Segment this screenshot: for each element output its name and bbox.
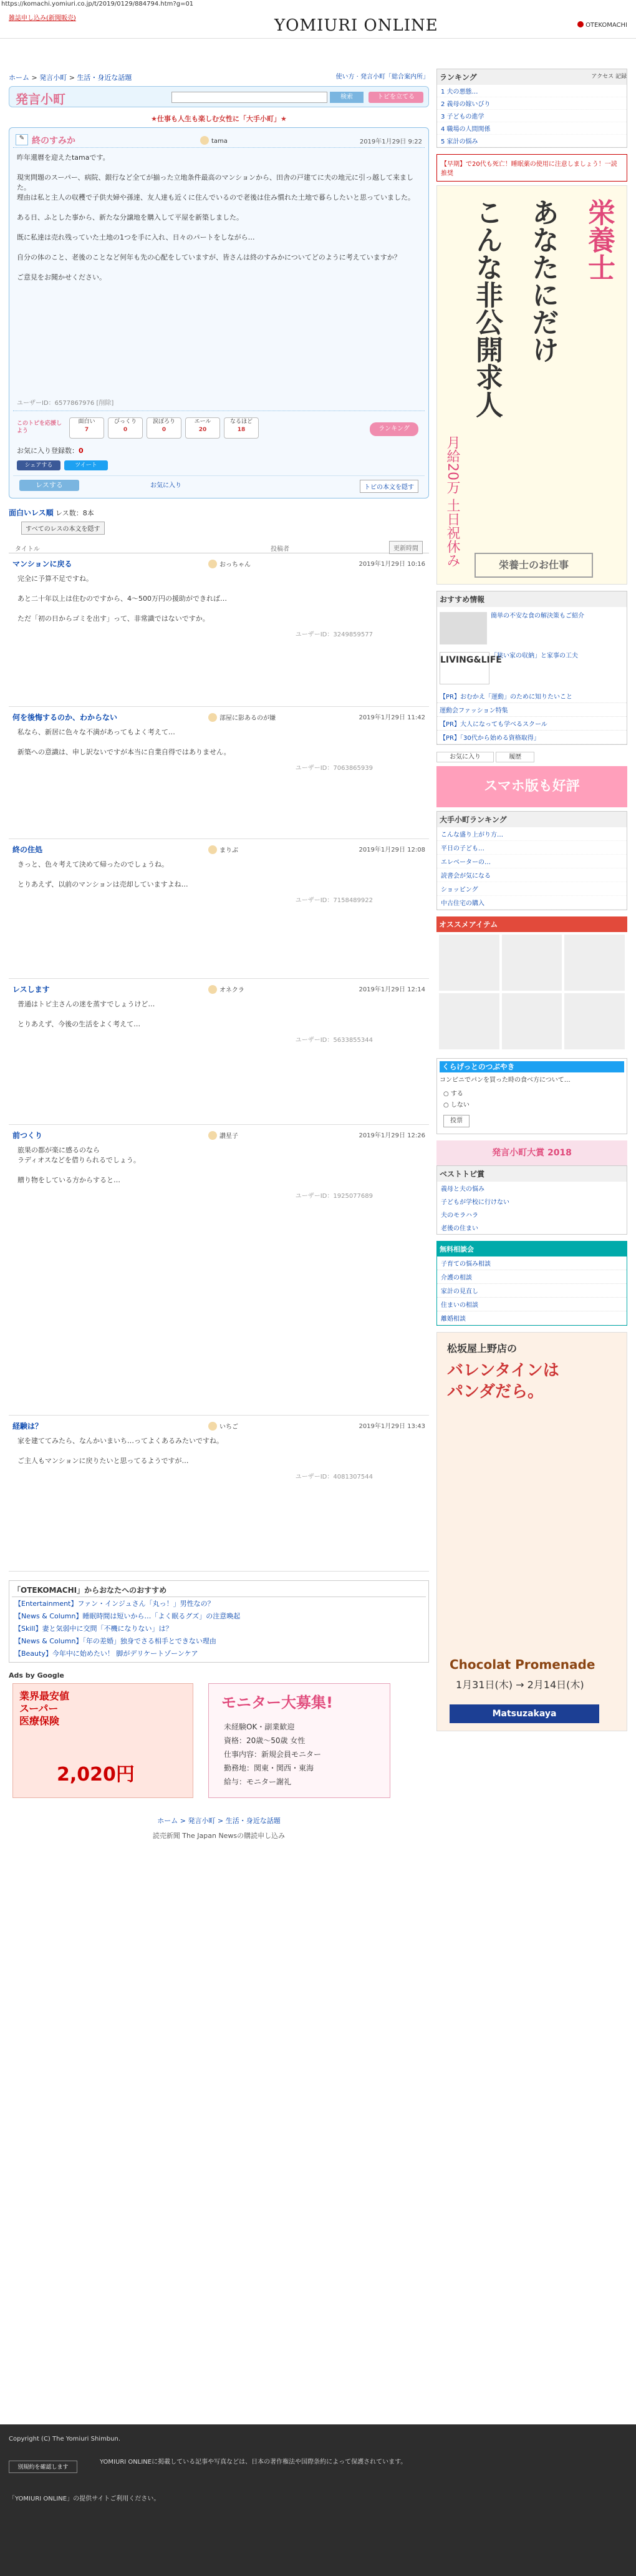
consult-item[interactable]: 介護の相談: [437, 1270, 627, 1284]
best-item[interactable]: 義母と夫の悩み: [441, 1186, 484, 1193]
recommend-item[interactable]: 【Skill】妻と気弱中に交問「不機になりない」は？: [14, 1625, 173, 1633]
response-author: いちご: [208, 1421, 320, 1431]
rank-item[interactable]: ショッピング: [437, 882, 627, 896]
response-item: [9, 1125, 429, 1416]
item-thumb[interactable]: [564, 935, 625, 991]
recommend-thumb[interactable]: [440, 612, 487, 644]
item-thumb[interactable]: [502, 935, 562, 991]
ranking-item[interactable]: 1 夫の悪態…: [437, 85, 627, 97]
search-input[interactable]: [171, 92, 327, 103]
ranking-item[interactable]: 5 家計の悩み: [437, 135, 627, 147]
action-row: [13, 475, 425, 494]
response-author: まりぶ: [208, 845, 320, 854]
bottom-breadcrumb[interactable]: ホーム > 発言小町 > 生活・身近な話題: [157, 1817, 281, 1825]
best-topic-box: ベストトピ賞 義母と夫の悩み 子どもが学校に行けない 夫のモラハラ 老後の住まい: [436, 1165, 627, 1235]
footer-bottom[interactable]: 「YOMIURI ONLINE」の提供サイトご利用ください。: [9, 2496, 160, 2502]
response-date: 2019年1月29日 13:43: [359, 1423, 425, 1430]
fav-count: お気に入り登録数：0: [17, 447, 84, 455]
fav-history-tabs: [436, 751, 627, 762]
vote-button[interactable]: なるほど 18: [224, 417, 259, 439]
monitor-ad[interactable]: モニター大募集! 未経験OK・副業歓迎 資格：20歳～50歳 女性 仕事内容：新規会員モニター 勤務地：関東・関西・東海 給与：モニター謝礼: [208, 1683, 390, 1798]
survey-option[interactable]: ○ しない: [443, 1102, 470, 1109]
topic-title: 終のすみか: [32, 136, 75, 146]
item-thumb[interactable]: [564, 993, 625, 1049]
topic-box: [9, 127, 429, 498]
response-title[interactable]: 何を後悔するのか、わからない: [12, 713, 118, 722]
column-header: タイトル 投稿者 更新時間: [9, 540, 429, 553]
rank-item[interactable]: エレベーターの…: [437, 855, 627, 868]
crumb-komachi[interactable]: 発言小町: [39, 74, 67, 82]
vote-row: [13, 411, 425, 442]
top-links[interactable]: 使い方 · 発言小町「総合案内所」: [335, 74, 429, 80]
topic-header: [13, 132, 425, 148]
response-date: 2019年1月29日 11:42: [359, 714, 425, 721]
hide-body-button[interactable]: トピの本文を隠す: [360, 480, 418, 493]
response-uid: ユーザーID：7158489922: [295, 897, 373, 904]
recommend-item[interactable]: 【Entertainment】ファン・インジュさん「丸っ！」男性なの？: [14, 1600, 214, 1608]
twitter-share-button[interactable]: ツイート: [64, 460, 108, 470]
ranking-item[interactable]: 3 子どもの進学: [437, 110, 627, 122]
item-thumb[interactable]: [439, 935, 499, 991]
facebook-share-button[interactable]: シェアする: [17, 460, 60, 470]
new-topic-button[interactable]: トピを立てる: [369, 92, 423, 103]
topic-date: 2019年1月29日 9:22: [359, 139, 422, 145]
smartphone-banner[interactable]: スマホ版も好評: [436, 766, 627, 807]
rank-item[interactable]: 読書会が気になる: [437, 868, 627, 882]
rank-item[interactable]: 平日の子ども…: [437, 841, 627, 855]
hide-all-button[interactable]: すべてのレスの本文を隠す: [21, 522, 105, 535]
response-date: 2019年1月29日 12:26: [359, 1132, 425, 1139]
best-item[interactable]: 老後の住まい: [441, 1225, 478, 1232]
vote-button[interactable]: びっくり 0: [108, 417, 143, 439]
ranking-item[interactable]: 4 職場の人間関係: [437, 122, 627, 135]
rank-item[interactable]: 中古住宅の購入: [437, 896, 627, 910]
topic-uid: ユーザーID：6577867976 [削除]: [17, 400, 114, 407]
response-item: [9, 839, 429, 979]
response-body: 完全に予算不足ですね。 あと二十年以上は住むのですから、4～500万円の援助ができれば… ただ「初の日からゴミを出す」って、非常識ではないですか。: [17, 575, 227, 623]
response-author: おっちゃん: [208, 559, 320, 568]
search-button[interactable]: 検索: [330, 92, 364, 103]
response-title[interactable]: 終の住処: [12, 845, 43, 854]
response-uid: ユーザーID：3249859577: [295, 631, 373, 638]
tag-bar[interactable]: ★仕事も人生も楽しむ女性に「大手小町」★: [151, 115, 287, 123]
response-body: 普通はトピ主さんの迷を蒸すでしょうけど… とりあえず、今後の生活をよく考えて…: [17, 1000, 155, 1028]
recommend-info: おすすめ情報 簡単の不安な食の解決策もご紹介 LIVING&LIFE 「狭い家の収納」と家事の工夫 【PR】おむかえ「運動」のために知りたいこと 運動会ファッション特集 【PR】大人になっても学べるスクール 【PR】「30代から始める資格取得」: [436, 591, 627, 745]
response-date: 2019年1月29日 12:14: [359, 986, 425, 993]
response-author: 讃星子: [208, 1130, 320, 1140]
ranking-box: [436, 69, 627, 148]
consult-box: 無料相談会 子育ての悩み相談 介護の相談 家計の見直し 住まいの相談 離婚相談: [436, 1241, 627, 1326]
item-thumb[interactable]: [502, 993, 562, 1049]
response-author: オネクラ: [208, 984, 320, 994]
osusume-title: オススメアイテム: [436, 916, 627, 932]
warn-link[interactable]: 雑誌申し込み(新聞販売): [9, 15, 76, 22]
response-uid: ユーザーID：4081307544: [295, 1474, 373, 1480]
tab-history[interactable]: 履歴: [496, 752, 534, 762]
terms-button[interactable]: 別規約を確認します: [9, 2461, 77, 2473]
response-item: [9, 979, 429, 1125]
side-link[interactable]: 【PR】おむかえ「運動」のために知りたいこと: [437, 689, 627, 703]
vote-label: このトピを応援しよう: [17, 420, 62, 434]
vote-button[interactable]: 涙ぽろり 0: [147, 417, 181, 439]
footer: [0, 2424, 636, 2576]
japan-news-link[interactable]: 読売新聞 The Japan Newsの購読申し込み: [152, 1832, 286, 1840]
dietitian-ad[interactable]: 栄養士 あなたにだけ こんな非公開求人 月給20万 土日祝休み 栄養士のお仕事: [436, 185, 627, 585]
sidebar: [436, 69, 627, 1731]
living-logo[interactable]: LIVING&LIFE: [440, 652, 489, 684]
matsuzakaya-ad[interactable]: 松坂屋上野店の バレンタインは パンダだら。 Chocolat Promenade 1月31日(木) → 2月14日(木) Matsuzakaya: [436, 1332, 627, 1731]
brand-name[interactable]: 発言小町: [16, 92, 65, 107]
side-link[interactable]: 【PR】大人になっても学べるスクール: [437, 717, 627, 731]
response-item: [9, 553, 429, 707]
award-banner[interactable]: 発言小町大賞 2018: [436, 1140, 627, 1165]
ad-area: [9, 1683, 429, 1799]
komachi-brand-bar: [9, 86, 429, 107]
ranking-button[interactable]: ランキング: [370, 422, 418, 436]
best-item[interactable]: 子どもが学校に行けない: [441, 1199, 509, 1206]
responses-header: 面白いレス順 レス数：8本: [9, 508, 94, 517]
main-column: [9, 69, 429, 1840]
share-row: [13, 459, 425, 473]
recommend-box: [9, 1580, 429, 1663]
footer-text: YOMIURI ONLINEに掲載している記事や写真などは、日本の著作権法や国際条約によって保護されています。: [100, 2459, 407, 2466]
response-item: [9, 707, 429, 839]
consult-item[interactable]: 子育ての悩み相談: [437, 1256, 627, 1270]
vote-button[interactable]: エール 20: [185, 417, 220, 439]
recommend-item[interactable]: 【Beauty】今年中に始めたい！ 脚がデリケートゾーンケア: [14, 1650, 198, 1658]
consult-item[interactable]: 離婚相談: [437, 1311, 627, 1325]
consult-item[interactable]: 家計の見直し: [437, 1284, 627, 1298]
ads-label: Ads by Google: [9, 1671, 64, 1679]
response-title[interactable]: レスします: [12, 985, 50, 994]
vote-button[interactable]: 面白い 7: [69, 417, 104, 439]
response-title[interactable]: マンションに戻る: [12, 560, 72, 568]
rank-item[interactable]: こんな盛り上がり方…: [437, 827, 627, 841]
consult-item[interactable]: 住まいの相談: [437, 1298, 627, 1311]
notice-box[interactable]: 【早期】で20代も死亡！睡眠薬の使用に注意しましょう！一読推奨: [436, 154, 627, 182]
response-title[interactable]: 前つくり: [12, 1131, 43, 1140]
response-body: きっと、色々考えて決めて帰ったのでしょうね。 とりあえず、以前のマンションは売却していますよね…: [17, 860, 188, 888]
response-item: [9, 1416, 429, 1572]
insurance-ad[interactable]: 業界最安値 スーパー 医療保険 2,020円: [12, 1683, 193, 1798]
crumb-category[interactable]: 生活・身近な話題: [77, 74, 132, 82]
vote-submit-button[interactable]: 投票: [443, 1115, 470, 1127]
site-logo[interactable]: YOMIURI ONLINE: [274, 16, 438, 35]
response-uid: ユーザーID：1925077689: [295, 1193, 373, 1200]
copyright: Copyright (C) The Yomiuri Shimbun.: [9, 2436, 121, 2442]
fav-button[interactable]: お気に入り: [150, 482, 181, 489]
topic-body: 昨年還暦を迎えたtamaです。 現実問題のスーパー、病院、銀行など全てが揃った立地条件最高のマンションから、田舎の戸建てに夫の地元に引っ越して来ました。 理由は私と主人の収穫で子供夫婦や孫達、友人達も近くに住んでいるので老後は住み慣れた土地で暮らしたいと思っていました。 ある日、ふとした事から、新たな分譲地を購入して平屋を新築しました。 既に私達は売れ残っていた土地の1つを手に入れ、日々のパートをしながら… 自分の体のこと、老後のことなど何年も先の心配をしていますが、皆さんは終のすみかについてどのように考えていますか？ ご意見をお聞かせください。: [17, 153, 415, 281]
ranking-title: ランキング: [437, 69, 627, 85]
ranking-item[interactable]: 2 義母の嫁いびり: [437, 97, 627, 110]
tweet-text: コンビニでパンを買った時の食べ方について…: [440, 1077, 571, 1084]
ranking-tabs[interactable]: アクセス 記録: [591, 74, 627, 80]
recommend-item[interactable]: 【News & Column】睡眠時間は短いから…「よく眠るグズ」の注意喚起: [14, 1612, 241, 1620]
reply-button[interactable]: レスする: [19, 480, 79, 491]
osusume-box: [436, 916, 627, 1052]
breadcrumb: ホーム > 発言小町 > 生活・身近な話題: [9, 74, 132, 82]
recommend-title: 「OTEKOMACHI」からおなたへのおすすめ: [12, 1583, 426, 1597]
crumb-home[interactable]: ホーム: [9, 74, 29, 82]
recommend-item[interactable]: 【News & Column】「年の差婚」独身でさる相手とできない理由: [14, 1637, 216, 1645]
tab-favorites[interactable]: お気に入り: [436, 752, 494, 762]
otekomachi-link[interactable]: OTEKOMACHI: [577, 21, 627, 29]
living-text[interactable]: 「狭い家の収納」と家事の工夫: [491, 653, 578, 659]
response-body: 旅果の都が楽に感るのなら ラディオスなどを借りられるでしょう。 贈り物をしている方からすると…: [17, 1146, 140, 1184]
survey-option[interactable]: ○ する: [443, 1091, 463, 1097]
response-date: 2019年1月29日 10:16: [359, 561, 425, 568]
response-body: 家を建ててみたら、なんかいまいち…ってよくあるみたいですね。 ご主人もマンションに戻りたいと思ってるようですが…: [17, 1437, 223, 1465]
best-item[interactable]: 夫のモラハラ: [441, 1212, 478, 1219]
response-uid: ユーザーID：5633855344: [295, 1037, 373, 1044]
side-link[interactable]: 【PR】「30代から始める資格取得」: [437, 731, 627, 744]
url-bar[interactable]: https://komachi.yomiuri.co.jp/t/2019/0129/884794.htm?g=01: [0, 0, 636, 9]
topic-icon: ✎: [16, 134, 28, 145]
item-thumb[interactable]: [439, 993, 499, 1049]
response-uid: ユーザーID：7063865939: [295, 765, 373, 772]
response-body: 私なら、新居に色々な不満があってもよく考えて… 新築への意識は、申し訳ないですが本当に自業自得ではありません。: [17, 728, 231, 756]
response-title[interactable]: 経験は？: [12, 1422, 43, 1431]
site-header: [0, 9, 636, 39]
recommend-text[interactable]: 簡単の不安な食の解決策もご紹介: [491, 613, 584, 620]
otemachi-ranking: 大手小町ランキング こんな盛り上がり方… 平日の子ども… エレベーターの… 読書会が気になる ショッピング 中古住宅の購入: [436, 811, 627, 910]
sort-button[interactable]: 更新時間: [389, 541, 423, 554]
response-date: 2019年1月29日 12:08: [359, 847, 425, 853]
topic-author: tama: [200, 136, 228, 145]
side-link[interactable]: 運動会ファッション特集: [437, 703, 627, 717]
response-author: 部屋に影あるのが嫌: [208, 712, 320, 722]
twitter-box: くらげっとのつぶやき コンビニでパンを買った時の食べ方について… ○ する ○ しない 投票: [436, 1058, 627, 1134]
avatar: [200, 136, 209, 145]
